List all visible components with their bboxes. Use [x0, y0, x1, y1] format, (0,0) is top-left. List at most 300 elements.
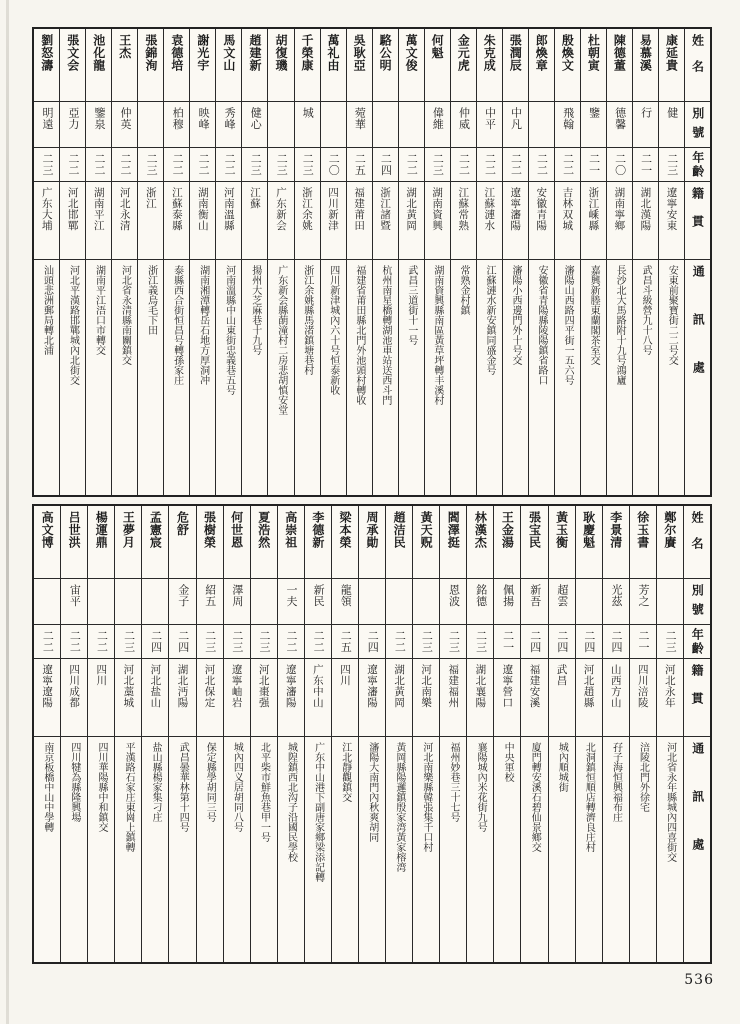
alias-cell-text: 金子 [176, 584, 190, 607]
native-place-cell-text: 四川成都 [68, 664, 81, 708]
address-cell [576, 736, 602, 962]
age-cell-text: 二三 [203, 630, 217, 653]
alias-cell [278, 578, 304, 624]
native-place-cell-text: 江蘇常熟 [457, 187, 470, 231]
alias-cell [399, 101, 424, 147]
native-place-cell [164, 181, 189, 259]
native-place-cell [216, 181, 241, 259]
name-cell-text: 林漢杰 [473, 511, 488, 549]
alias-cell [190, 101, 215, 147]
alias-cell-text: 健心 [249, 107, 263, 130]
native-place-cell [657, 658, 683, 736]
age-cell [190, 147, 215, 181]
alias-cell-text: 飛翰 [561, 107, 575, 130]
age-cell-text: 二二 [393, 630, 407, 653]
age-cell [305, 624, 331, 658]
header-column [683, 506, 710, 962]
person-column [141, 506, 168, 962]
alias-cell [603, 578, 629, 624]
address-cell [332, 736, 358, 962]
column-header-label: 姓名 [689, 511, 704, 563]
address-cell-text: 城隍鎮西北沟子沿國民學校 [285, 742, 297, 862]
native-place-cell [251, 658, 277, 736]
name-cell-text: 千榮康 [300, 34, 315, 72]
alias-cell [242, 101, 267, 147]
address-cell-text: 廈門轉安溪石碧仙景鄉交 [529, 742, 541, 852]
address-cell [657, 736, 683, 962]
address-cell-text: 河北省永清縣南關鎮交 [119, 265, 131, 365]
address-cell [197, 736, 223, 962]
age-cell [164, 147, 189, 181]
scan-edge-artifact [6, 0, 9, 1024]
address-cell-text: 黃岡縣陽邏鎮殷家湾黃家榕湾 [393, 742, 405, 872]
person-column [59, 29, 85, 495]
person-column [476, 29, 502, 495]
age-cell-text: 二三 [249, 153, 263, 176]
native-place-cell-text: 河北趙縣 [582, 664, 595, 708]
native-place-cell-text: 遼寧遼陽 [41, 664, 54, 708]
age-cell-text: 二二 [483, 153, 497, 176]
person-column [658, 29, 684, 495]
age-cell [477, 147, 502, 181]
address-cell [61, 736, 87, 962]
native-place-cell [477, 181, 502, 259]
person-column [439, 506, 466, 962]
name-cell-text: 楊運鼎 [94, 511, 109, 549]
person-column [111, 29, 137, 495]
native-place-cell [503, 181, 528, 259]
native-place-cell-text: 河北南樂 [420, 664, 433, 708]
name-cell [251, 506, 277, 578]
address-cell-text: 嘉興新塍東蘭閣茶室交 [588, 265, 600, 365]
roster-table-top [32, 27, 712, 497]
address-cell [440, 736, 466, 962]
header-cell [685, 181, 710, 259]
name-cell [242, 29, 267, 101]
native-place-cell [425, 181, 450, 259]
native-place-cell [494, 658, 520, 736]
name-cell-text: 吳耿亞 [352, 34, 367, 72]
person-column [493, 506, 520, 962]
alias-cell [630, 578, 656, 624]
age-cell [142, 624, 168, 658]
alias-cell [169, 578, 195, 624]
native-place-cell-text: 浙江 [144, 187, 157, 209]
column-header-label: 籍貫 [689, 664, 704, 720]
age-cell-text: 二三 [40, 153, 54, 176]
alias-cell [268, 101, 293, 147]
age-cell [197, 624, 223, 658]
alias-cell [581, 101, 606, 147]
name-cell-text: 徐玉書 [635, 511, 650, 549]
address-cell-text: 湖南平江浯口市轉交 [93, 265, 105, 355]
native-place-cell [142, 658, 168, 736]
native-place-cell [555, 181, 580, 259]
person-column [424, 29, 450, 495]
name-cell [373, 29, 398, 101]
age-cell-text: 二四 [582, 630, 596, 653]
age-cell-text: 二二 [68, 630, 82, 653]
age-cell [373, 147, 398, 181]
address-cell [242, 259, 267, 495]
person-column [602, 506, 629, 962]
native-place-cell-text: 四川涪陵 [636, 664, 649, 708]
native-place-cell-text: 广东中山 [311, 664, 324, 708]
name-cell [359, 506, 385, 578]
name-cell [60, 29, 85, 101]
name-cell [190, 29, 215, 101]
native-place-cell-text: 遼寧安東 [665, 187, 678, 231]
person-column [548, 506, 575, 962]
header-cell [684, 506, 710, 578]
native-place-cell [224, 658, 250, 736]
address-cell-text: 武昌曇華林第十四号 [177, 742, 189, 832]
alias-cell-text: 偉維 [431, 107, 445, 130]
header-cell [685, 101, 710, 147]
address-cell-text: 盐山縣楊家集刁庄 [150, 742, 162, 822]
native-place-cell [295, 181, 320, 259]
age-cell [278, 624, 304, 658]
alias-cell-text: 新民 [312, 584, 326, 607]
column-header-label: 別號 [690, 107, 705, 145]
person-column [250, 506, 277, 962]
alias-cell [657, 578, 683, 624]
name-cell [88, 506, 114, 578]
native-place-cell-text: 浙江余姚 [301, 187, 314, 231]
native-place-cell-text: 四川 [338, 664, 351, 686]
alias-cell-text: 行 [639, 107, 653, 119]
alias-cell-text: 芳之 [637, 584, 651, 607]
person-column [450, 29, 476, 495]
name-cell [440, 506, 466, 578]
alias-cell [555, 101, 580, 147]
address-cell [295, 259, 320, 495]
age-cell-text: 二四 [609, 630, 623, 653]
column-header-label: 年齡 [690, 150, 705, 179]
native-place-cell [115, 658, 141, 736]
name-cell [295, 29, 320, 101]
header-cell [685, 259, 710, 495]
address-cell-text: 浙江余姚縣馬渚鎮塘巷村 [301, 265, 313, 375]
native-place-cell [529, 181, 554, 259]
age-cell-text: 二四 [555, 630, 569, 653]
age-cell [555, 147, 580, 181]
alias-cell [197, 578, 223, 624]
person-column [241, 29, 267, 495]
alias-cell-text: 中平 [483, 107, 497, 130]
person-column [189, 29, 215, 495]
address-cell-text: 安東前聚寶街二二号交 [666, 265, 678, 365]
alias-cell [142, 578, 168, 624]
header-cell [684, 658, 710, 736]
name-cell [61, 506, 87, 578]
age-cell [34, 147, 59, 181]
native-place-cell-text: 浙江諸暨 [379, 187, 392, 231]
alias-cell [321, 101, 346, 147]
age-cell-text: 二二 [197, 153, 211, 176]
name-cell-text: 池化龍 [91, 34, 106, 72]
address-cell [142, 736, 168, 962]
age-cell-text: 二二 [285, 630, 299, 653]
alias-cell [549, 578, 575, 624]
alias-cell-text: 中凡 [509, 107, 523, 130]
age-cell [138, 147, 163, 181]
name-cell-text: 高崇祖 [283, 511, 298, 549]
column-header-label: 籍貫 [690, 187, 705, 243]
native-place-cell-text: 山西方山 [609, 664, 622, 708]
name-cell [399, 29, 424, 101]
native-place-cell [413, 658, 439, 736]
age-cell-text: 二三 [257, 630, 271, 653]
name-cell-text: 金元虎 [456, 34, 471, 72]
name-cell [413, 506, 439, 578]
name-cell-text: 郎煥章 [534, 34, 549, 72]
name-cell [581, 29, 606, 101]
address-cell-text: 广东新会縣蓢潼村二房悲胡慎安堂 [275, 265, 287, 415]
age-cell-text: 二二 [535, 153, 549, 176]
alias-cell [477, 101, 502, 147]
alias-cell-text: 澤周 [230, 584, 244, 607]
address-cell [60, 259, 85, 495]
age-cell [60, 147, 85, 181]
name-cell [657, 506, 683, 578]
alias-cell-text: 秀峰 [223, 107, 237, 130]
alias-cell [164, 101, 189, 147]
column-header-label: 姓名 [690, 34, 705, 86]
alias-cell [115, 578, 141, 624]
address-cell-text: 杭州南星橋轉湖池車站送西斗門 [379, 265, 391, 405]
native-place-cell-text: 河南溫縣 [222, 187, 235, 231]
name-cell [386, 506, 412, 578]
native-place-cell [451, 181, 476, 259]
name-cell-text: 黃天贶 [419, 511, 434, 549]
address-cell [529, 259, 554, 495]
native-place-cell-text: 湖北襄陽 [474, 664, 487, 708]
age-cell [529, 147, 554, 181]
person-column [114, 506, 141, 962]
person-column [372, 29, 398, 495]
name-cell-text: 康延貴 [664, 34, 679, 72]
alias-cell [347, 101, 372, 147]
alias-cell [295, 101, 320, 147]
name-cell-text: 孟憲宸 [148, 511, 163, 549]
address-cell-text: 瀋陽山西路四平街一五六号 [562, 265, 574, 385]
age-cell [503, 147, 528, 181]
alias-cell [112, 101, 137, 147]
age-cell-text: 二二 [93, 153, 107, 176]
name-cell [332, 506, 358, 578]
age-cell-text: 二四 [366, 630, 380, 653]
address-cell [555, 259, 580, 495]
address-cell-text: 孖子海恒興福布庄 [610, 742, 622, 822]
address-cell [581, 259, 606, 495]
name-cell [347, 29, 372, 101]
native-place-cell-text: 湖北漢陽 [639, 187, 652, 231]
name-cell [529, 29, 554, 101]
name-cell [467, 506, 493, 578]
name-cell-text: 王杰 [117, 34, 132, 59]
name-cell-text: 駱公明 [378, 34, 393, 72]
alias-cell [373, 101, 398, 147]
name-cell [503, 29, 528, 101]
alias-cell [413, 578, 439, 624]
header-cell [685, 29, 710, 101]
alias-cell [521, 578, 547, 624]
name-cell-text: 何魁 [430, 34, 445, 59]
name-cell-text: 鄭尔賡 [662, 511, 677, 549]
name-cell [659, 29, 684, 101]
age-cell [603, 624, 629, 658]
native-place-cell-text: 广东大埔 [40, 187, 53, 231]
native-place-cell-text: 河北盐山 [149, 664, 162, 708]
native-place-cell-text: 湖北黃岡 [405, 187, 418, 231]
name-cell [268, 29, 293, 101]
native-place-cell [86, 181, 111, 259]
address-cell [359, 736, 385, 962]
name-cell [197, 506, 223, 578]
age-cell [576, 624, 602, 658]
age-cell-text: 二三 [145, 153, 159, 176]
name-cell [142, 506, 168, 578]
age-cell [61, 624, 87, 658]
native-place-cell-text: 遼寧瀋陽 [366, 664, 379, 708]
roster-grid-top [32, 27, 712, 497]
name-cell-text: 耿慶魁 [581, 511, 596, 549]
address-cell [603, 736, 629, 962]
alias-cell-text: 健 [665, 107, 679, 119]
native-place-cell [112, 181, 137, 259]
address-cell [216, 259, 241, 495]
column-header-label: 年齡 [690, 627, 705, 656]
address-cell [224, 736, 250, 962]
age-cell [321, 147, 346, 181]
address-cell-text: 揚州大芝麻巷十九号 [249, 265, 261, 355]
native-place-cell-text: 吉林双城 [561, 187, 574, 231]
name-cell [224, 506, 250, 578]
alias-cell [440, 578, 466, 624]
name-cell [138, 29, 163, 101]
name-cell-text: 梁本榮 [337, 511, 352, 549]
age-cell-text: 二三 [447, 630, 461, 653]
native-place-cell-text: 安徽青陽 [535, 187, 548, 231]
age-cell-text: 二〇 [327, 153, 341, 176]
address-cell [607, 259, 632, 495]
address-cell-text: 河南溫縣中山東街忠義巷五号 [223, 265, 235, 395]
address-cell-text: 常熟金村鎮 [457, 265, 469, 315]
name-cell-text: 張宝民 [527, 511, 542, 549]
name-cell-text: 王夢月 [121, 511, 136, 549]
alias-cell [425, 101, 450, 147]
age-cell-text: 二二 [457, 153, 471, 176]
age-cell-text: 二二 [41, 630, 55, 653]
header-cell [684, 736, 710, 962]
native-place-cell [88, 658, 114, 736]
name-cell [477, 29, 502, 101]
address-cell [521, 736, 547, 962]
person-column [137, 29, 163, 495]
person-column [215, 29, 241, 495]
address-cell [659, 259, 684, 495]
age-cell [332, 624, 358, 658]
column-header-label: 別號 [690, 584, 705, 622]
alias-cell [576, 578, 602, 624]
name-cell-text: 謝光宇 [195, 34, 210, 72]
age-cell [88, 624, 114, 658]
name-cell [521, 506, 547, 578]
name-cell-text: 萬礼由 [326, 34, 341, 72]
age-cell [581, 147, 606, 181]
address-cell [413, 736, 439, 962]
native-place-cell-text: 武昌 [555, 664, 568, 686]
name-cell-text: 杜朝寅 [586, 34, 601, 72]
age-cell-text: 二一 [637, 630, 651, 653]
alias-cell-text: 新吾 [528, 584, 542, 607]
native-place-cell [359, 658, 385, 736]
age-cell-text: 二二 [171, 153, 185, 176]
age-cell [34, 624, 60, 658]
age-cell [112, 147, 137, 181]
name-cell-text: 胡復璣 [273, 34, 288, 72]
age-cell-text: 二四 [379, 153, 393, 176]
address-cell [321, 259, 346, 495]
name-cell [549, 506, 575, 578]
person-column [85, 29, 111, 495]
alias-cell-text: 銘德 [474, 584, 488, 607]
address-cell [190, 259, 215, 495]
column-header-label: 通訊處 [690, 742, 705, 886]
address-cell [347, 259, 372, 495]
name-cell [633, 29, 658, 101]
person-column [60, 506, 87, 962]
name-cell-text: 陳德董 [612, 34, 627, 72]
native-place-cell-text: 遼寧營口 [501, 664, 514, 708]
native-place-cell-text: 遼寧岫岩 [230, 664, 243, 708]
address-cell [373, 259, 398, 495]
alias-cell [86, 101, 111, 147]
address-cell-text: 南京板橋中山中學轉 [41, 742, 53, 832]
age-cell-text: 二三 [431, 153, 445, 176]
native-place-cell [34, 181, 59, 259]
name-cell [169, 506, 195, 578]
address-cell-text: 湖南資興縣南區黃草坪轉丰溪村 [431, 265, 443, 405]
alias-cell [332, 578, 358, 624]
native-place-cell-text: 浙江嵊縣 [587, 187, 600, 231]
age-cell-text: 二四 [149, 630, 163, 653]
native-place-cell [190, 181, 215, 259]
name-cell-text: 張潤辰 [508, 34, 523, 72]
address-cell [34, 736, 60, 962]
address-cell-text: 汕頭悲洲郵局轉北浦 [41, 265, 53, 355]
alias-cell-text: 城 [301, 107, 315, 119]
native-place-cell [399, 181, 424, 259]
age-cell-text: 二五 [353, 153, 367, 176]
alias-cell-text: 仲威 [457, 107, 471, 130]
address-cell-text: 四川新津城內六十号恒泰新收 [327, 265, 339, 395]
alias-cell-text: 菀華 [353, 107, 367, 130]
native-place-cell-text: 遼寧瀋陽 [284, 664, 297, 708]
age-cell [295, 147, 320, 181]
native-place-cell [278, 658, 304, 736]
address-cell-text: 長沙北大馬路附十九号鴻廬 [614, 265, 626, 385]
alias-cell-text: 超雲 [555, 584, 569, 607]
alias-cell-text: 佩揚 [501, 584, 515, 607]
person-column [196, 506, 223, 962]
alias-cell-text: 明遠 [40, 107, 54, 130]
alias-cell-text: 亞力 [66, 107, 80, 130]
age-cell-text: 二一 [639, 153, 653, 176]
alias-cell [224, 578, 250, 624]
alias-cell-text: 恩波 [447, 584, 461, 607]
